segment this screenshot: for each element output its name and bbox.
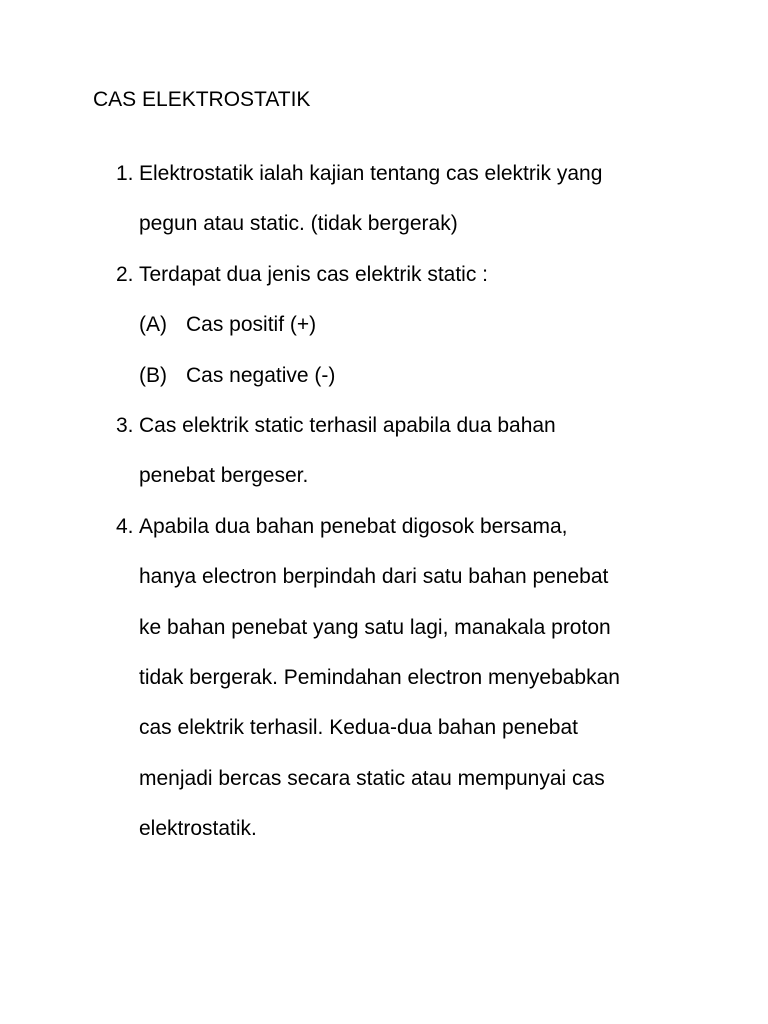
list-item-3-line-2 bbox=[0, 451, 768, 501]
list-item-number: 2. bbox=[116, 262, 134, 286]
list-item-3-line-1 bbox=[0, 401, 768, 451]
list-item-number: 4. bbox=[116, 514, 134, 538]
sub-item-label: (A) bbox=[139, 313, 167, 337]
list-item-1-line-1 bbox=[0, 149, 768, 199]
list-item-text: elektrostatik. bbox=[139, 817, 257, 841]
sub-item-text: Cas negative (-) bbox=[186, 363, 336, 387]
list-item-2-line-1 bbox=[0, 250, 768, 300]
list-item-text: tidak bergerak. Pemindahan electron menyebabkan bbox=[139, 665, 620, 689]
list-item-4-line-4 bbox=[0, 653, 768, 703]
list-item-number: 1. bbox=[116, 162, 134, 185]
list-item-text: Apabila dua bahan penebat digosok bersama, bbox=[139, 514, 568, 538]
list-item-4-line-2 bbox=[0, 552, 768, 602]
page-title: CAS ELEKTROSTATIK bbox=[93, 88, 311, 111]
sub-item-a bbox=[0, 300, 768, 350]
list-item-text: penebat bergeser. bbox=[139, 464, 309, 488]
list-item-text: menjadi bercas secara static atau mempunyai cas bbox=[139, 766, 605, 790]
list-item-text: pegun atau static. (tidak bergerak) bbox=[139, 212, 458, 236]
list-item-text: Terdapat dua jenis cas elektrik static : bbox=[139, 262, 489, 286]
list-item-4-line-7 bbox=[0, 804, 768, 854]
sub-item-text: Cas positif (+) bbox=[186, 313, 317, 337]
list-item-4-line-6 bbox=[0, 754, 768, 804]
sub-item-b bbox=[0, 351, 768, 401]
list-item-text: Cas elektrik static terhasil apabila dua bahan bbox=[139, 413, 556, 437]
list-item-number: 3. bbox=[116, 413, 134, 437]
list-item-text: cas elektrik terhasil. Kedua-dua bahan penebat bbox=[139, 716, 578, 740]
list-item-4-line-3 bbox=[0, 603, 768, 653]
list-item-text: hanya electron berpindah dari satu bahan penebat bbox=[139, 565, 609, 589]
list-item-4-line-1 bbox=[0, 502, 768, 552]
list-item-text: ke bahan penebat yang satu lagi, manakala proton bbox=[139, 615, 611, 639]
list-item-text: Elektrostatik ialah kajian tentang cas elektrik yang bbox=[139, 162, 603, 185]
list-item-1-line-2 bbox=[0, 199, 768, 249]
sub-item-label: (B) bbox=[139, 363, 167, 387]
list-item-4-line-5 bbox=[0, 703, 768, 753]
numbered-list bbox=[0, 149, 768, 854]
